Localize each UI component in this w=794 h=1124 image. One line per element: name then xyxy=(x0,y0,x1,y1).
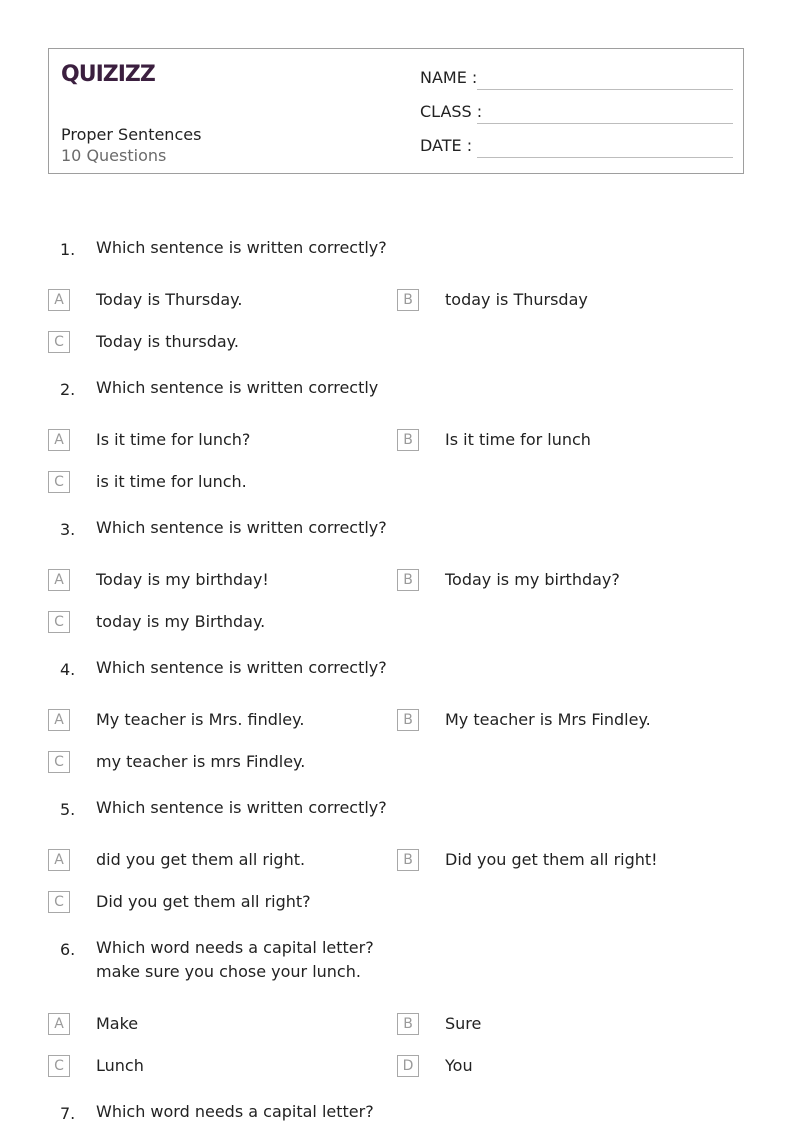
option-text: My teacher is Mrs Findley. xyxy=(445,710,651,729)
option-text: today is Thursday xyxy=(445,290,588,309)
option-letter-box[interactable]: C xyxy=(48,891,70,913)
option-letter-box[interactable]: C xyxy=(48,611,70,633)
question-text-line: Which sentence is written correctly? xyxy=(96,238,387,257)
question-text xyxy=(96,236,387,260)
option-text: Today is thursday. xyxy=(96,332,239,351)
option-letter-box[interactable]: D xyxy=(397,1055,419,1077)
name-field[interactable] xyxy=(477,89,733,90)
option-text: my teacher is mrs Findley. xyxy=(96,752,306,771)
worksheet-header xyxy=(48,48,744,174)
quizizz-logo xyxy=(61,59,161,87)
question-text-line: make sure you chose your lunch. xyxy=(96,962,361,981)
question-text xyxy=(96,1100,374,1124)
question-text xyxy=(96,936,374,984)
question-number: 1. xyxy=(60,240,76,259)
class-label: CLASS : xyxy=(420,102,483,121)
date-field[interactable] xyxy=(477,157,733,158)
question-text xyxy=(96,796,387,820)
question-text xyxy=(96,516,387,540)
option-text: did you get them all right. xyxy=(96,850,306,869)
option-letter-box[interactable]: B xyxy=(397,289,419,311)
option-text: Is it time for lunch? xyxy=(96,430,251,449)
question-number: 6. xyxy=(60,940,76,959)
option-letter-box[interactable]: A xyxy=(48,429,70,451)
question-text xyxy=(96,376,378,400)
option-text: Did you get them all right! xyxy=(445,850,658,869)
option-letter-box[interactable]: A xyxy=(48,569,70,591)
option-letter-box[interactable]: A xyxy=(48,289,70,311)
class-field[interactable] xyxy=(477,123,733,124)
question-text-line: Which word needs a capital letter? xyxy=(96,938,374,957)
option-letter-box[interactable]: A xyxy=(48,1013,70,1035)
question-number: 7. xyxy=(60,1104,76,1123)
question-number: 4. xyxy=(60,660,76,679)
option-letter-box[interactable]: B xyxy=(397,849,419,871)
option-text: Today is my birthday! xyxy=(96,570,269,589)
option-letter-box[interactable]: C xyxy=(48,751,70,773)
option-letter-box[interactable]: C xyxy=(48,331,70,353)
option-letter-box[interactable]: C xyxy=(48,1055,70,1077)
question-text-line: Which word needs a capital letter? xyxy=(96,1102,374,1121)
svg-text:QUIZIZZ: QUIZIZZ xyxy=(61,62,155,87)
option-text: Sure xyxy=(445,1014,482,1033)
question-number: 3. xyxy=(60,520,76,539)
question-number: 2. xyxy=(60,380,76,399)
option-letter-box[interactable]: B xyxy=(397,709,419,731)
option-text: Lunch xyxy=(96,1056,144,1075)
question-text-line: Which sentence is written correctly xyxy=(96,378,379,397)
question-text-line: Which sentence is written correctly? xyxy=(96,518,387,537)
option-text: Today is Thursday. xyxy=(96,290,243,309)
option-letter-box[interactable]: A xyxy=(48,849,70,871)
option-text: Today is my birthday? xyxy=(445,570,620,589)
option-text: Make xyxy=(96,1014,139,1033)
option-text: My teacher is Mrs. findley. xyxy=(96,710,305,729)
question-number: 5. xyxy=(60,800,76,819)
worksheet-title: Proper Sentences xyxy=(61,125,202,144)
question-text xyxy=(96,656,387,680)
question-count: 10 Questions xyxy=(61,146,167,165)
date-label: DATE : xyxy=(420,136,473,155)
option-text: Is it time for lunch xyxy=(445,430,591,449)
option-text: Did you get them all right? xyxy=(96,892,311,911)
option-letter-box[interactable]: B xyxy=(397,569,419,591)
option-letter-box[interactable]: A xyxy=(48,709,70,731)
option-letter-box[interactable]: C xyxy=(48,471,70,493)
option-text: today is my Birthday. xyxy=(96,612,266,631)
option-text: is it time for lunch. xyxy=(96,472,247,491)
question-text-line: Which sentence is written correctly? xyxy=(96,658,387,677)
option-text: You xyxy=(445,1056,473,1075)
question-text-line: Which sentence is written correctly? xyxy=(96,798,387,817)
option-letter-box[interactable]: B xyxy=(397,1013,419,1035)
name-label: NAME : xyxy=(420,68,478,87)
option-letter-box[interactable]: B xyxy=(397,429,419,451)
